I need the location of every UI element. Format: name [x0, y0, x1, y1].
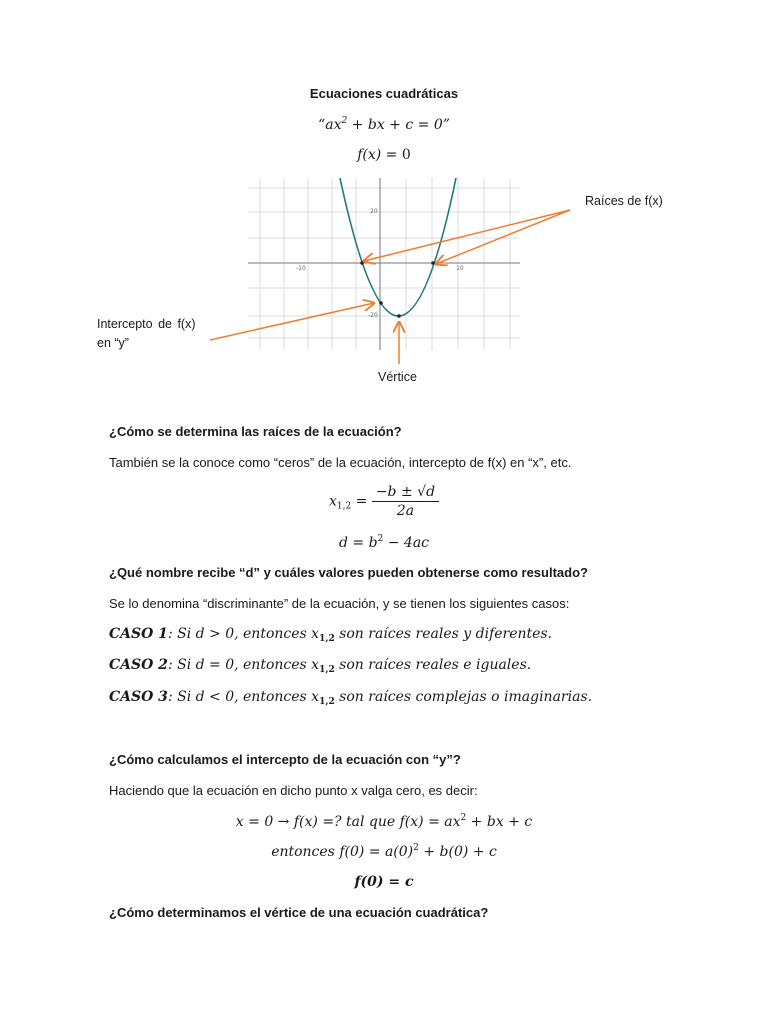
paragraph-discriminant: Se lo denomina “discriminante” de la ecuación, y se tienen los siguientes casos:: [109, 596, 570, 611]
f-zero-equation: entonces $f(0) = a(0)^2 + b(0) + c$: [271, 843, 497, 860]
roots-formula: $x_{1,2}$ = $\frac{-b \pm √d}{2a}$: [0, 484, 768, 519]
annotation-arrows: [0, 0, 768, 420]
question-roots: ¿Cómo se determina las raíces de la ecuación?: [109, 424, 402, 439]
case-3: CASO 3: Si d < 0, entonces $x_{1,2}$ son raíces complejas o imaginarias.: [109, 689, 593, 707]
f-zero-result: f(0) = c: [354, 874, 414, 890]
tick-x-right: 10: [456, 265, 464, 272]
tick-y-top: 20: [370, 208, 378, 215]
question-y-intercept: ¿Cómo calculamos el intercepto de la ecuación con “y”?: [109, 752, 461, 767]
paragraph-roots: También se la conoce como “ceros” de la ecuación, intercepto de f(x) en “x”, etc.: [109, 455, 572, 470]
question-vertex: ¿Cómo determinamos el vértice de una ecuación cuadrática?: [109, 905, 489, 920]
case-2: CASO 2: Si d = 0, entonces $x_{1,2}$ son raíces reales e iguales.: [109, 657, 532, 675]
discriminant-formula: $d = b^2 - 4ac$: [338, 534, 430, 551]
page-title: Ecuaciones cuadráticas: [309, 86, 459, 101]
intercept-arrow: [210, 303, 374, 340]
fx-equation: f(x) = 0: [357, 147, 411, 163]
root-right-arrow: [436, 210, 570, 264]
question-discriminant: ¿Qué nombre recibe “d” y cuáles valores pueden obtenerse como resultado?: [109, 565, 588, 580]
root-left-arrow: [364, 210, 570, 261]
x-zero-equation: x = 0 → f(x) =? tal que $f(x) = ax^2$ + bx + c: [235, 813, 533, 830]
case-1: CASO 1: Si d > 0, entonces $x_{1,2}$ son raíces reales y diferentes.: [109, 626, 553, 644]
tick-y-bottom: -20: [368, 312, 378, 319]
paragraph-y-intercept: Haciendo que la ecuación en dicho punto x valga cero, es decir:: [109, 783, 478, 798]
vertex-label: Vértice: [378, 370, 417, 384]
general-equation: “$ax^2$ + bx + c = 0”: [318, 116, 450, 133]
intercept-label-line2: en “y”: [97, 336, 129, 350]
intercept-label-line1: Intercepto de f(x): [97, 317, 196, 331]
tick-x-left: -10: [296, 265, 306, 272]
roots-label: Raíces de f(x): [585, 194, 663, 208]
